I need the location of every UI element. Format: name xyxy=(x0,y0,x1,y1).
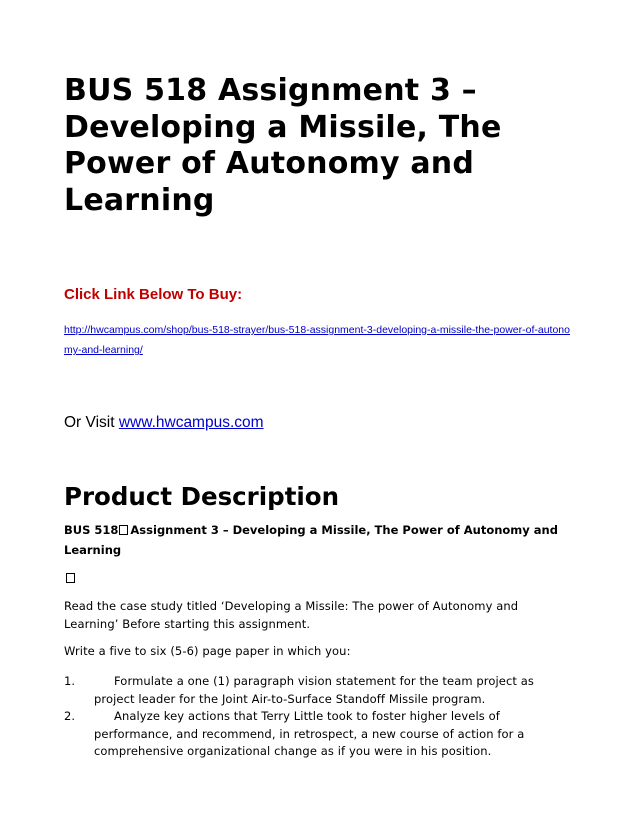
paragraph-instructions: Write a five to six (5-6) page paper in which you: xyxy=(64,644,351,658)
buy-label: Click Link Below To Buy: xyxy=(64,286,243,303)
visit-link[interactable]: www.hwcampus.com xyxy=(118,414,264,431)
product-subtitle-text: Assignment 3 – Developing a Missile, The Power of Autonomy and Learning xyxy=(64,523,558,557)
document-title: BUS 518 Assignment 3 – Developing a Missile, The Power of Autonomy and Learning xyxy=(64,73,502,218)
list-item-number: 1. xyxy=(64,674,76,688)
visit-line xyxy=(64,414,264,432)
product-subtitle xyxy=(64,520,564,560)
missing-glyph-icon xyxy=(66,573,75,583)
list-item xyxy=(64,708,564,761)
paragraph-case-study: Read the case study titled ‘Developing a Missile: The power of Autonomy and Learning’ Before starting this assignment. xyxy=(64,599,519,631)
product-description-heading: Product Description xyxy=(64,482,340,511)
requirements-list xyxy=(64,673,564,761)
product-subtitle-code: BUS 518 xyxy=(64,523,119,537)
list-item-number: 2. xyxy=(64,709,76,723)
missing-glyph-icon xyxy=(119,525,128,535)
visit-prefix: Or Visit xyxy=(64,414,119,431)
list-item-text: Analyze key actions that Terry Little took to foster higher levels of performance, and recommend, in retrospect, a new course of action for a comprehensive organizational change as if you were in his position. xyxy=(94,709,525,758)
list-item-text: Formulate a one (1) paragraph vision statement for the team project as project leader for the Joint Air-to-Surface Standoff Missile program. xyxy=(94,674,535,706)
list-item xyxy=(64,673,564,708)
buy-link[interactable]: http://hwcampus.com/shop/bus-518-strayer/bus-518-assignment-3-developing-a-missile-the-power-of-autonomy-and-learning/ xyxy=(64,324,570,356)
